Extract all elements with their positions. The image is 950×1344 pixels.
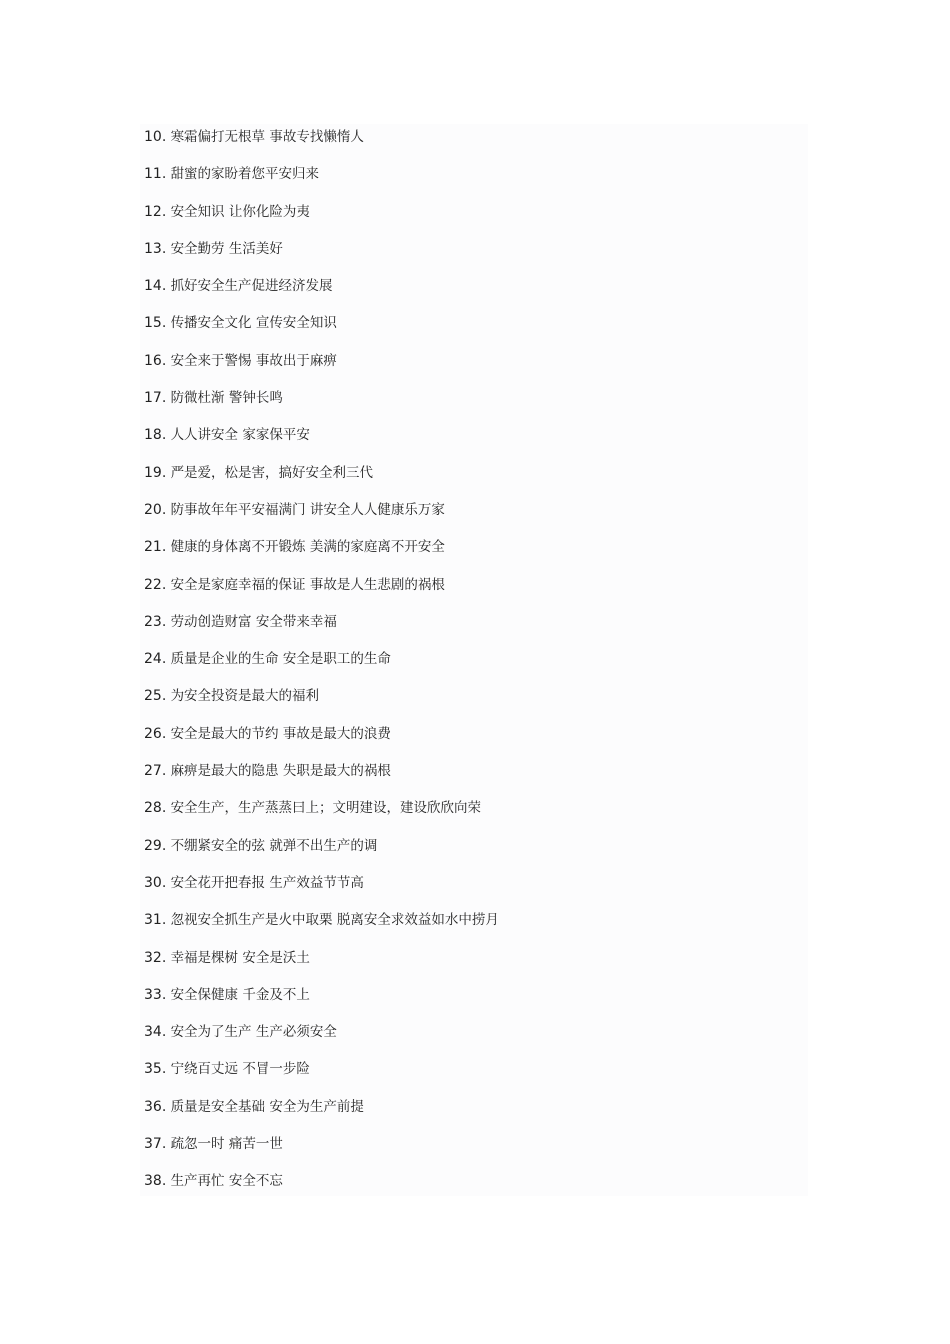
item-number: 27. (144, 763, 167, 780)
item-number: 14. (144, 278, 167, 295)
item-text: 疏忽一时 痛苦一世 (170, 1136, 283, 1153)
item-number: 16. (144, 352, 167, 369)
item-number: 21. (144, 539, 167, 556)
item-text: 防微杜渐 警钟长鸣 (170, 390, 283, 407)
item-text: 麻痹是最大的隐患 失职是最大的祸根 (170, 763, 391, 780)
item-text: 防事故年年平安福满门 讲安全人人健康乐万家 (170, 501, 445, 518)
item-text: 安全保健康 千金及不上 (170, 986, 310, 1003)
item-number: 37. (144, 1136, 167, 1153)
item-text: 忽视安全抓生产是火中取栗 脱离安全求效益如水中捞月 (170, 912, 499, 929)
item-number: 25. (144, 688, 167, 705)
item-text: 传播安全文化 宣传安全知识 (170, 315, 337, 332)
item-text: 严是爱，松是害，搞好安全利三代 (170, 464, 374, 481)
item-text: 生产再忙 安全不忘 (170, 1173, 283, 1190)
list-item (144, 984, 808, 1021)
item-text: 安全花开把春报 生产效益节节高 (170, 874, 364, 891)
item-text: 不绷紧安全的弦 就弹不出生产的调 (170, 837, 378, 854)
item-number: 33. (144, 986, 167, 1003)
item-number: 24. (144, 651, 167, 668)
item-text: 宁绕百丈远 不冒一步险 (170, 1061, 310, 1078)
list-item (144, 424, 808, 461)
item-text: 安全知识 让你化险为夷 (170, 203, 310, 220)
item-text: 安全来于警惕 事故出于麻痹 (170, 352, 337, 369)
item-number: 26. (144, 725, 167, 742)
list-item (144, 723, 808, 760)
list-item (144, 499, 808, 536)
list-item (144, 1058, 808, 1095)
item-number: 12. (144, 203, 167, 220)
item-text: 劳动创造财富 安全带来幸福 (170, 613, 337, 630)
list-item (144, 312, 808, 349)
item-number: 17. (144, 390, 167, 407)
list-item (144, 275, 808, 312)
item-number: 22. (144, 576, 167, 593)
item-number: 29. (144, 837, 167, 854)
slogan-list (144, 126, 808, 1208)
item-text: 安全是最大的节约 事故是最大的浪费 (170, 725, 391, 742)
item-text: 抓好安全生产促进经济发展 (170, 278, 333, 295)
item-text: 安全是家庭幸福的保证 事故是人生悲剧的祸根 (170, 576, 445, 593)
list-item (144, 574, 808, 611)
item-number: 34. (144, 1024, 167, 1041)
item-number: 20. (144, 501, 167, 518)
list-item (144, 797, 808, 834)
item-number: 13. (144, 240, 167, 257)
item-text: 安全为了生产 生产必须安全 (170, 1024, 337, 1041)
item-number: 10. (144, 129, 167, 145)
item-text: 人人讲安全 家家保平安 (170, 427, 310, 444)
list-item (144, 126, 808, 163)
item-number: 30. (144, 874, 167, 891)
list-item (144, 685, 808, 722)
item-number: 19. (144, 464, 167, 481)
list-item (144, 387, 808, 424)
item-text: 寒霜偏打无根草 事故专找懒惰人 (170, 129, 364, 145)
item-text: 安全勤劳 生活美好 (170, 240, 283, 257)
item-number: 38. (144, 1173, 167, 1190)
item-text: 质量是企业的生命 安全是职工的生命 (170, 651, 391, 668)
list-item (144, 947, 808, 984)
list-item (144, 1133, 808, 1170)
document-page (140, 124, 808, 1196)
item-number: 31. (144, 912, 167, 929)
item-text: 幸福是棵树 安全是沃土 (170, 949, 310, 966)
item-number: 18. (144, 427, 167, 444)
list-item (144, 201, 808, 238)
item-text: 甜蜜的家盼着您平安归来 (170, 166, 320, 183)
item-number: 35. (144, 1061, 167, 1078)
item-number: 11. (144, 166, 167, 183)
item-text: 质量是安全基础 安全为生产前提 (170, 1098, 364, 1115)
list-item (144, 1096, 808, 1133)
item-number: 28. (144, 800, 167, 817)
list-item (144, 872, 808, 909)
item-number: 32. (144, 949, 167, 966)
list-item (144, 909, 808, 946)
list-item (144, 536, 808, 573)
list-item (144, 648, 808, 685)
list-item (144, 238, 808, 275)
list-item (144, 611, 808, 648)
list-item (144, 835, 808, 872)
item-text: 安全生产，生产蒸蒸曰上；文明建设，建设欣欣向荣 (170, 800, 482, 817)
list-item (144, 1170, 808, 1207)
list-item (144, 163, 808, 200)
item-text: 为安全投资是最大的福利 (170, 688, 320, 705)
list-item (144, 350, 808, 387)
list-item (144, 1021, 808, 1058)
item-number: 36. (144, 1098, 167, 1115)
item-text: 健康的身体离不开锻炼 美满的家庭离不开安全 (170, 539, 445, 556)
list-item (144, 760, 808, 797)
item-number: 23. (144, 613, 167, 630)
list-item (144, 462, 808, 499)
item-number: 15. (144, 315, 167, 332)
